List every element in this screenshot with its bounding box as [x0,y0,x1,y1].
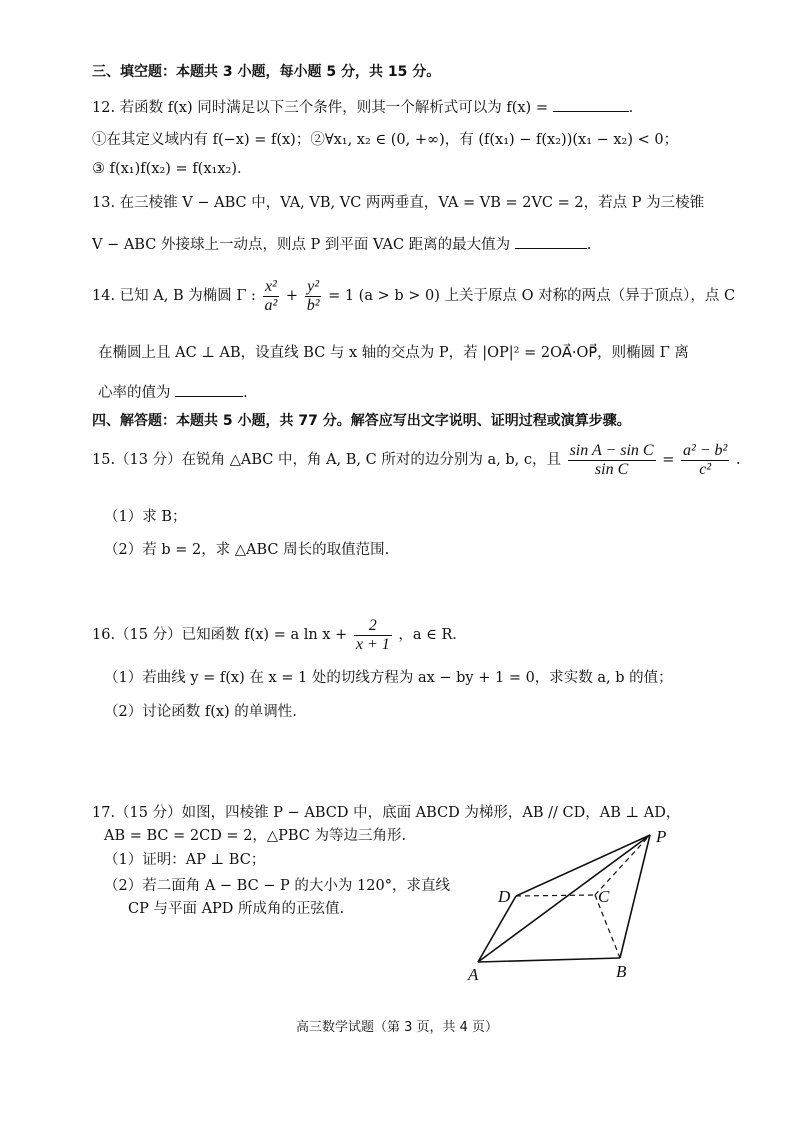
q17-part2a: （2）若二面角 A − BC − P 的大小为 120°，求直线 [104,878,450,894]
section-3-title: 三、填空题：本题共 3 小题，每小题 5 分，共 15 分。 [92,64,441,80]
q14-line2: 在椭圆上且 AC ⊥ AB，设直线 BC 与 x 轴的交点为 P，若 |OP|² = 2OA⃗·OP⃗，则椭圆 Γ 离 [98,345,689,361]
q15-fraction-sin: $\frac{\text{sin A − sin C}}{\text{sin C}}$ [569,441,654,478]
q14-plus: + [285,288,299,304]
q14-fraction-x: $\frac{\text{x²}}{\text{a²}}$ [264,277,278,314]
q12-line1: 12. 若函数 f(x) 同时满足以下三个条件，则其一个解析式可以为 f(x) = [92,100,548,116]
q17-line1: 17.（15 分）如图，四棱锥 P − ABCD 中，底面 ABCD 为梯形，AB // CD，AB ⊥ AD， [92,805,681,821]
edge-DP [516,835,650,896]
q14-answer-blank[interactable] [175,382,243,397]
section-4-title: 四、解答题：本题共 5 小题，共 77 分。解答应写出文字说明、证明过程或演算步骤。 [92,413,631,429]
label-B: B [616,962,627,981]
question-13-line2: V − ABC 外接球上一动点，则点 P 到平面 VAC 距离的最大值为 . [92,234,591,255]
q15-equals: = [662,452,675,468]
q15-period: . [735,452,741,468]
q15-part2: （2）若 b = 2，求 △ABC 周长的取值范围. [104,542,390,558]
q12-answer-blank[interactable] [553,97,629,112]
q17-line2: AB = BC = 2CD = 2，△PBC 为等边三角形. [104,828,407,844]
edge-AB [478,958,620,962]
q13-answer-blank[interactable] [515,234,587,249]
q16-suffix: ，a ∈ R． [398,627,467,643]
q12-line3: ③ f(x₁)f(x₂) = f(x₁x₂)． [92,161,252,177]
question-14-line3: 心率的值为 . [98,382,248,403]
q16-prefix: 16.（15 分）已知函数 f(x) = a ln x + [92,627,348,643]
edge-AD [478,896,516,962]
label-D: D [498,887,511,906]
edge-DC-hidden [516,895,595,896]
q14-prefix: 14. 已知 A, B 为椭圆 Γ : [92,288,256,304]
pyramid-figure [460,820,700,990]
q15-prefix: 15.（13 分）在锐角 △ABC 中，角 A, B, C 所对的边分别为 a, b, c，且 [92,452,561,468]
question-16 [92,615,467,655]
q16-fraction: $\frac{2}{x + 1}$ [355,616,390,653]
edge-CP-hidden [595,835,650,895]
q17-part2b: CP 与平面 APD 所成角的正弦值. [128,901,345,917]
question-15 [92,440,741,480]
question-14-line1 [92,276,735,316]
label-A: A [468,965,479,984]
q15-part1: （1）求 B； [104,509,187,525]
q12-line2: ①在其定义域内有 f(−x) = f(x)；②∀x₁, x₂ ∈ (0, +∞)，有 (f(x₁) − f(x₂))(x₁ − x₂) < 0； [92,132,679,148]
page-footer: 高三数学试题（第 3 页，共 4 页） [295,1020,499,1035]
question-12: 12. 若函数 f(x) 同时满足以下三个条件，则其一个解析式可以为 f(x) = . [92,97,633,118]
q14-fraction-y: $\frac{\text{y²}}{\text{b²}}$ [306,277,320,314]
q16-part1: （1）若曲线 y = f(x) 在 x = 1 处的切线方程为 ax − by + 1 = 0，求实数 a, b 的值； [104,670,673,686]
q16-part2: （2）讨论函数 f(x) 的单调性. [104,704,297,720]
label-P: P [656,827,667,846]
label-C: C [598,887,610,906]
q14-suffix: = 1 (a > b > 0) 上关于原点 O 对称的两点（异于顶点），点 C [328,288,736,304]
q14-line3: 心率的值为 [98,385,171,401]
q13-line1: 13. 在三棱锥 V − ABC 中，VA, VB, VC 两两垂直，VA = VB = 2VC = 2，若点 P 为三棱锥 [92,195,705,211]
q15-fraction-side: $\frac{\text{a² − b²}}{\text{c²}}$ [682,441,728,478]
q13-line2: V − ABC 外接球上一动点，则点 P 到平面 VAC 距离的最大值为 [92,237,511,253]
q17-part1: （1）证明：AP ⊥ BC； [104,852,266,868]
